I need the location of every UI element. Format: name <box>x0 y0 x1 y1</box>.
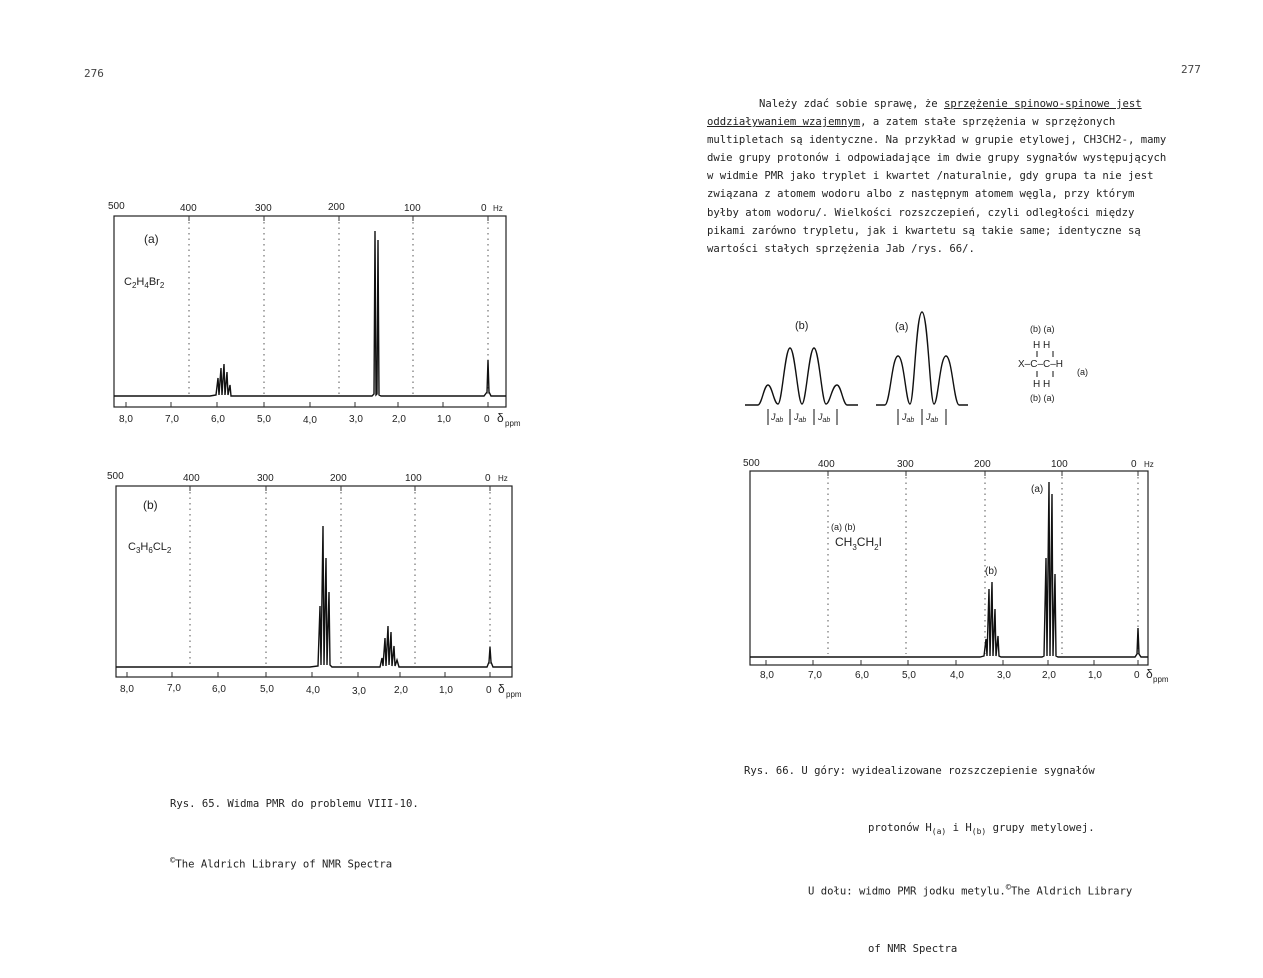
spectrum-c-hz-axis-labels <box>743 458 1154 470</box>
spectrum-c-trace <box>750 482 1148 657</box>
spectrum-b-formula: $C_3H_6CL_2$ <box>128 541 172 555</box>
svg-text:0: 0 <box>1134 670 1140 681</box>
caption-line: Rys. 65. Widma PMR do problemu VIII-10. <box>170 798 419 810</box>
caption-line: protonów $H_{(a)}$ i $H_{(b)}$ grupy metylowej. <box>868 822 1095 837</box>
spectrum-a-frame <box>114 216 506 407</box>
svg-text:7,0: 7,0 <box>808 670 822 681</box>
formula-labels: (a) (b) <box>831 522 856 532</box>
paragraph-line: multipletach są identyczne. Na przykład w grupie etylowej, CH3CH2-, mamy <box>707 134 1167 147</box>
paragraph-line: byłby atom wodoru/. Wielkości rozszczepień, czyli odległości między <box>707 206 1135 219</box>
spectrum-c-ticks <box>766 471 1138 665</box>
svg-text:0: 0 <box>484 414 490 425</box>
svg-text:Jab: $J_{ab}$ <box>818 412 831 424</box>
svg-text:200: 200 <box>330 473 347 484</box>
svg-text:1,0: 1,0 <box>439 685 453 696</box>
svg-text:ppm: ppm <box>1153 675 1169 684</box>
spectrum-a-trace <box>114 231 506 396</box>
svg-text:4,0: 4,0 <box>950 670 964 681</box>
hz-tick-label: 300 <box>255 203 272 214</box>
svg-text:(b) (a): (b) (a) <box>1030 324 1055 334</box>
svg-text:δ: δ <box>497 411 504 425</box>
svg-text:500: 500 <box>743 458 760 469</box>
svg-text:3,0: 3,0 <box>349 414 363 425</box>
svg-text:3,0: 3,0 <box>997 670 1011 681</box>
spectrum-b-plot <box>100 466 530 702</box>
paragraph-line: Należy zdać sobie sprawę, że sprzężenie spinowo-spinowe jest <box>759 98 1142 110</box>
hz-tick-label: 400 <box>180 203 197 214</box>
spectrum-a-ticks <box>126 216 488 407</box>
caption-line: U dołu: widmo PMR jodku metylu.©The Aldrich Library <box>808 883 1133 898</box>
svg-text:0: 0 <box>485 473 491 484</box>
svg-text:1,0: 1,0 <box>1088 670 1102 681</box>
svg-text:300: 300 <box>257 473 274 484</box>
spectrum-b-frame <box>116 486 512 677</box>
svg-text:8,0: 8,0 <box>120 684 134 695</box>
svg-text:H H: H H <box>1033 340 1051 351</box>
peak-label-a: (a) <box>1031 484 1044 495</box>
ethyl-structure <box>1018 324 1088 403</box>
spectrum-a-hz-axis-labels <box>108 201 503 214</box>
svg-text:H H: H H <box>1033 379 1051 390</box>
spectrum-a-ppm-axis-labels <box>119 411 521 428</box>
spectrum-b-label: (b) <box>143 498 158 512</box>
figure-65-caption <box>170 757 419 894</box>
hz-tick-label: 0 <box>481 203 487 214</box>
spectrum-b-hz-axis-labels <box>107 471 508 484</box>
svg-text:2,0: 2,0 <box>392 414 406 425</box>
spectrum-b-gridlines <box>190 492 490 666</box>
paragraph-line: dwie grupy protonów i odpowiadające im dwie grupy sygnałów występujących <box>707 152 1167 165</box>
svg-text:(b) (a): (b) (a) <box>1030 393 1055 403</box>
hz-tick-label: 500 <box>108 201 125 212</box>
svg-text:5,0: 5,0 <box>257 414 271 425</box>
paragraph-line: oddziaływaniem wzajemnym, a zatem stałe sprzężenia w sprzężonych <box>707 116 1116 129</box>
svg-text:5,0: 5,0 <box>902 670 916 681</box>
hz-tick-label: 100 <box>404 203 421 214</box>
hz-tick-label: 200 <box>328 202 345 213</box>
spectrum-c-frame <box>750 471 1148 665</box>
svg-text:Jab: $J_{ab}$ <box>794 412 807 424</box>
peak-label-b: (b) <box>985 566 998 577</box>
paragraph-line: związana z atomem wodoru albo z następnym atomem węgla, przy którym <box>707 188 1135 201</box>
svg-text:ppm: ppm <box>506 690 522 699</box>
svg-text:X–C–C–H: X–C–C–H <box>1018 359 1064 370</box>
svg-text:4,0: 4,0 <box>306 685 320 696</box>
triplet-label: (a) <box>895 321 909 333</box>
svg-text:Jab: $J_{ab}$ <box>771 412 784 424</box>
svg-text:ppm: ppm <box>505 419 521 428</box>
svg-text:0: 0 <box>486 685 492 696</box>
page-number-right: 277 <box>1181 63 1201 76</box>
svg-text:6,0: 6,0 <box>212 684 226 695</box>
spectrum-c-ppm-axis-labels <box>760 667 1169 684</box>
page-number-left: 276 <box>84 67 104 80</box>
svg-text:7,0: 7,0 <box>167 683 181 694</box>
svg-text:100: 100 <box>405 473 422 484</box>
svg-text:7,0: 7,0 <box>165 414 179 425</box>
svg-text:δ: δ <box>1146 667 1153 681</box>
svg-text:Hz: Hz <box>1144 460 1154 469</box>
svg-text:400: 400 <box>183 473 200 484</box>
quartet-label: (b) <box>795 320 809 332</box>
svg-text:200: 200 <box>974 459 991 470</box>
svg-text:Jab: $J_{ab}$ <box>926 412 939 424</box>
svg-text:4,0: 4,0 <box>303 415 317 426</box>
svg-text:100: 100 <box>1051 459 1068 470</box>
svg-text:δ: δ <box>498 682 505 696</box>
svg-text:400: 400 <box>818 459 835 470</box>
svg-text:8,0: 8,0 <box>119 414 133 425</box>
svg-text:2,0: 2,0 <box>394 685 408 696</box>
triplet-j-labels <box>901 412 938 424</box>
svg-text:Hz: Hz <box>498 474 508 483</box>
svg-text:5,0: 5,0 <box>260 684 274 695</box>
paragraph-line: wartości stałych sprzężenia Jab /rys. 66/. <box>707 242 975 255</box>
svg-text:Jab: $J_{ab}$ <box>902 412 915 424</box>
body-paragraph <box>707 95 1204 258</box>
paragraph-line: pikami zarówno trypletu, jak i kwartetu są takie same; identyczne są <box>707 224 1141 237</box>
splitting-diagram <box>740 308 1110 438</box>
caption-line: Rys. 66. U góry: wyidealizowane rozszczepienie sygnałów <box>744 765 1095 777</box>
quartet-j-labels <box>770 412 830 424</box>
svg-text:300: 300 <box>897 459 914 470</box>
paragraph-line: w widmie PMR jako tryplet i kwartet /naturalnie, gdy grupa ta nie jest <box>707 170 1154 183</box>
spectrum-b-ppm-axis-labels <box>120 682 522 699</box>
spectrum-b-trace <box>116 526 512 667</box>
spectrum-a-formula: $C_2H_4Br_2$ <box>124 276 165 290</box>
figure-66-caption <box>744 724 1132 978</box>
svg-text:6,0: 6,0 <box>211 414 225 425</box>
spectrum-a-label: (a) <box>144 232 159 246</box>
svg-text:1,0: 1,0 <box>437 414 451 425</box>
spectrum-b-ticks <box>127 486 490 677</box>
svg-text:6,0: 6,0 <box>855 670 869 681</box>
svg-text:500: 500 <box>107 471 124 482</box>
svg-text:8,0: 8,0 <box>760 670 774 681</box>
ethyl-iodide-spectrum-plot <box>740 454 1169 686</box>
spectrum-a-plot <box>100 196 530 430</box>
spectrum-a-gridlines <box>189 222 488 396</box>
caption-line: ©The Aldrich Library of NMR Spectra <box>170 856 393 871</box>
svg-text:2,0: 2,0 <box>1042 670 1056 681</box>
spectrum-c-gridlines <box>828 477 1138 654</box>
quartet-curve <box>745 348 858 405</box>
hz-unit-label: Hz <box>493 204 503 213</box>
ethyl-iodide-formula: $CH_3CH_2I$ <box>835 535 882 552</box>
triplet-curve <box>876 312 968 405</box>
svg-text:3,0: 3,0 <box>352 686 366 697</box>
caption-line: of NMR Spectra <box>868 942 958 955</box>
svg-text:(a): (a) <box>1077 367 1088 377</box>
svg-text:0: 0 <box>1131 459 1137 470</box>
